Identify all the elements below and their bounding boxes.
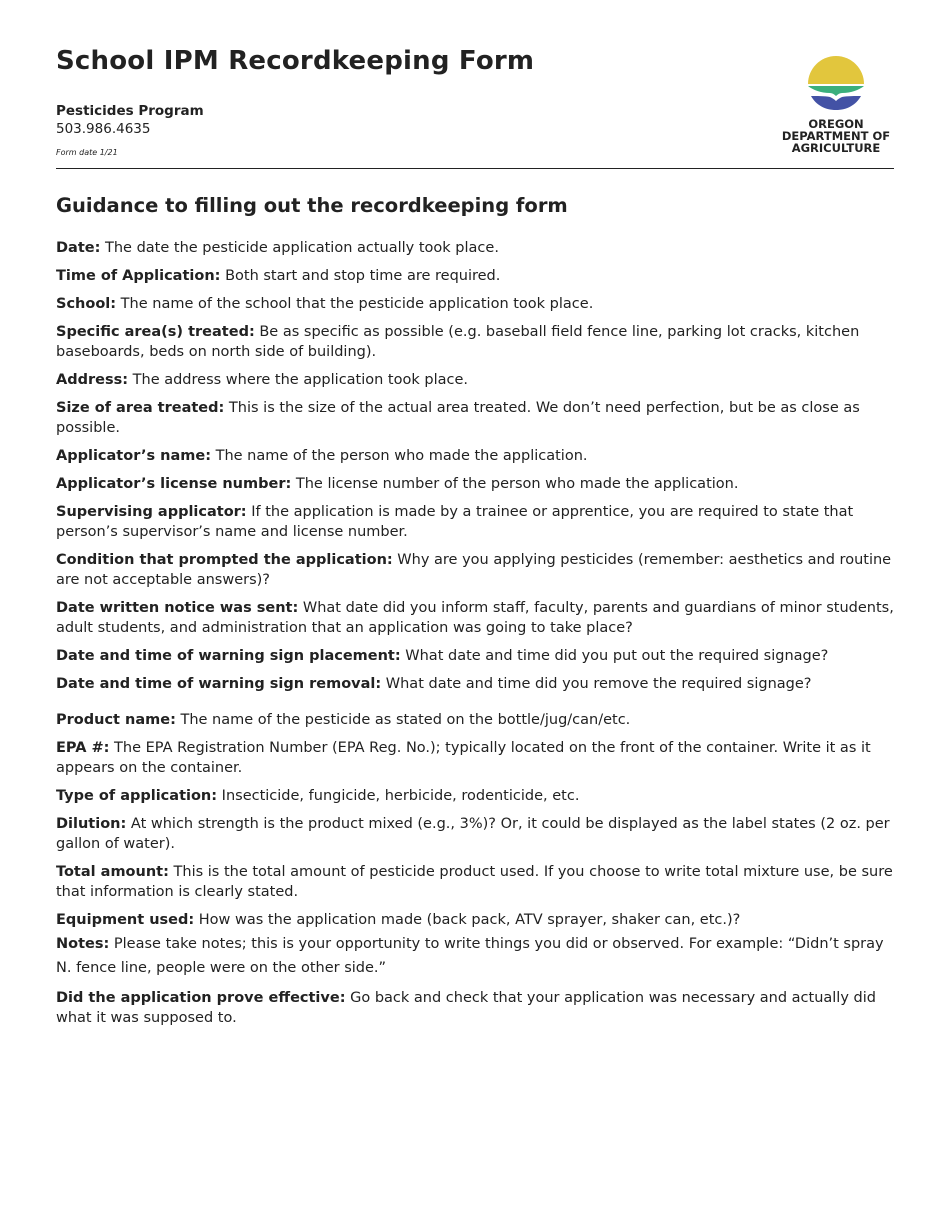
guidance-item: [56, 862, 902, 902]
guidance-item-text: At which strength is the product mixed (e.g., 3%)? Or, it could be displayed as the label states (2 oz. per gallon of water).: [56, 816, 890, 852]
guidance-item-text: The name of the person who made the application.: [211, 448, 588, 464]
guidance-item-label: Type of application:: [56, 788, 218, 804]
logo-field-shape: [808, 86, 864, 96]
guidance-list: [56, 238, 902, 1036]
guidance-item-label: Address:: [56, 372, 129, 388]
guidance-item: [56, 502, 902, 542]
guidance-item-text: The license number of the person who made the application.: [291, 476, 739, 492]
guidance-item-label: Supervising applicator:: [56, 504, 247, 520]
program-name: Pesticides Program: [56, 103, 204, 119]
logo-water-shape: [811, 96, 861, 110]
guidance-item: [56, 738, 902, 778]
logo-line: AGRICULTURE: [791, 141, 881, 155]
guidance-item-label: Equipment used:: [56, 912, 195, 928]
guidance-item-text: This is the size of the actual area treated. We don’t need perfection, but be as close as possible.: [56, 400, 860, 436]
guidance-item-label: Time of Application:: [56, 268, 221, 284]
guidance-item-text: What date did you inform staff, faculty, parents and guardians of minor students, adult students, and administration that an application was going to take place?: [56, 600, 894, 636]
guidance-item-text: The date the pesticide application actually took place.: [100, 240, 499, 256]
guidance-item: [56, 710, 902, 730]
guidance-item: [56, 550, 902, 590]
guidance-item: [56, 674, 902, 694]
guidance-item: [56, 814, 902, 854]
guidance-item-text: How was the application made (back pack, ATV sprayer, shaker can, etc.)?: [194, 912, 741, 928]
guidance-item-text: Be as specific as possible (e.g. baseball field fence line, parking lot cracks, kitchen baseboards, beds on north side of building).: [56, 324, 860, 360]
logo-line: OREGON: [808, 117, 864, 131]
guidance-item: [56, 932, 902, 980]
guidance-item-label: Size of area treated:: [56, 400, 225, 416]
guidance-item-text: The address where the application took place.: [128, 372, 468, 388]
program-phone: 503.986.4635: [56, 121, 151, 137]
guidance-item-label: Total amount:: [56, 864, 169, 880]
guidance-item: [56, 646, 902, 666]
guidance-item-label: Date and time of warning sign placement:: [56, 648, 401, 664]
guidance-item: [56, 446, 902, 466]
form-date: Form date 1/21: [56, 148, 118, 157]
page-header: [56, 0, 894, 169]
guidance-item: [56, 238, 902, 258]
guidance-item-text: What date and time did you put out the required signage?: [400, 648, 829, 664]
guidance-item-label: Dilution:: [56, 816, 127, 832]
guidance-item-label: Date and time of warning sign removal:: [56, 676, 382, 692]
guidance-item: [56, 786, 902, 806]
guidance-item-label: Specific area(s) treated:: [56, 324, 255, 340]
guidance-item-label: Date written notice was sent:: [56, 600, 299, 616]
guidance-item-text: Go back and check that your application was necessary and actually did what it was supposed to.: [56, 990, 876, 1026]
guidance-item: [56, 598, 902, 638]
guidance-item: [56, 910, 902, 930]
guidance-item-text: This is the total amount of pesticide product used. If you choose to write total mixture use, be sure that information is clearly stated.: [56, 864, 893, 900]
guidance-item-label: Applicator’s license number:: [56, 476, 292, 492]
guidance-item-text: Both start and stop time are required.: [220, 268, 501, 284]
guidance-item-label: Applicator’s name:: [56, 448, 211, 464]
guidance-item-label: Notes:: [56, 936, 110, 952]
guidance-item-label: Condition that prompted the application:: [56, 552, 393, 568]
guidance-item-text: Insecticide, fungicide, herbicide, rodenticide, etc.: [217, 788, 580, 804]
guidance-item-label: School:: [56, 296, 117, 312]
logo-line: DEPARTMENT OF: [781, 129, 891, 143]
guidance-heading: Guidance to filling out the recordkeeping form: [56, 194, 568, 217]
guidance-item-text: Please take notes; this is your opportunity to write things you did or observed. For example: “Didn’t spray N. fence line, people were on the other side.”: [56, 936, 884, 976]
guidance-item-label: Product name:: [56, 712, 176, 728]
guidance-item-text: What date and time did you remove the required signage?: [381, 676, 812, 692]
guidance-item-text: Why are you applying pesticides (remember: aesthetics and routine are not acceptable answers)?: [56, 552, 892, 588]
logo-sun-shape: [808, 56, 864, 84]
guidance-item-text: The EPA Registration Number (EPA Reg. No.); typically located on the front of the container. Write it as it appears on the container.: [56, 740, 871, 776]
guidance-item: [56, 988, 902, 1028]
guidance-item: [56, 294, 902, 314]
guidance-item-label: Did the application prove effective:: [56, 990, 346, 1006]
guidance-item-text: The name of the pesticide as stated on the bottle/jug/can/etc.: [175, 712, 631, 728]
guidance-item: [56, 370, 902, 390]
guidance-item: [56, 398, 902, 438]
guidance-item: [56, 322, 902, 362]
guidance-item-text: The name of the school that the pesticide application took place.: [116, 296, 594, 312]
guidance-item: [56, 266, 902, 286]
guidance-item-text: If the application is made by a trainee or apprentice, you are required to state that person’s supervisor’s name and license number.: [56, 504, 854, 540]
guidance-item-label: EPA #:: [56, 740, 110, 756]
oda-logo: [756, 54, 916, 162]
guidance-item: [56, 474, 902, 494]
page-title: School IPM Recordkeeping Form: [56, 46, 535, 76]
logo-wordmark: [756, 118, 916, 154]
guidance-item-label: Date:: [56, 240, 101, 256]
oda-logo-icon: [807, 56, 865, 112]
